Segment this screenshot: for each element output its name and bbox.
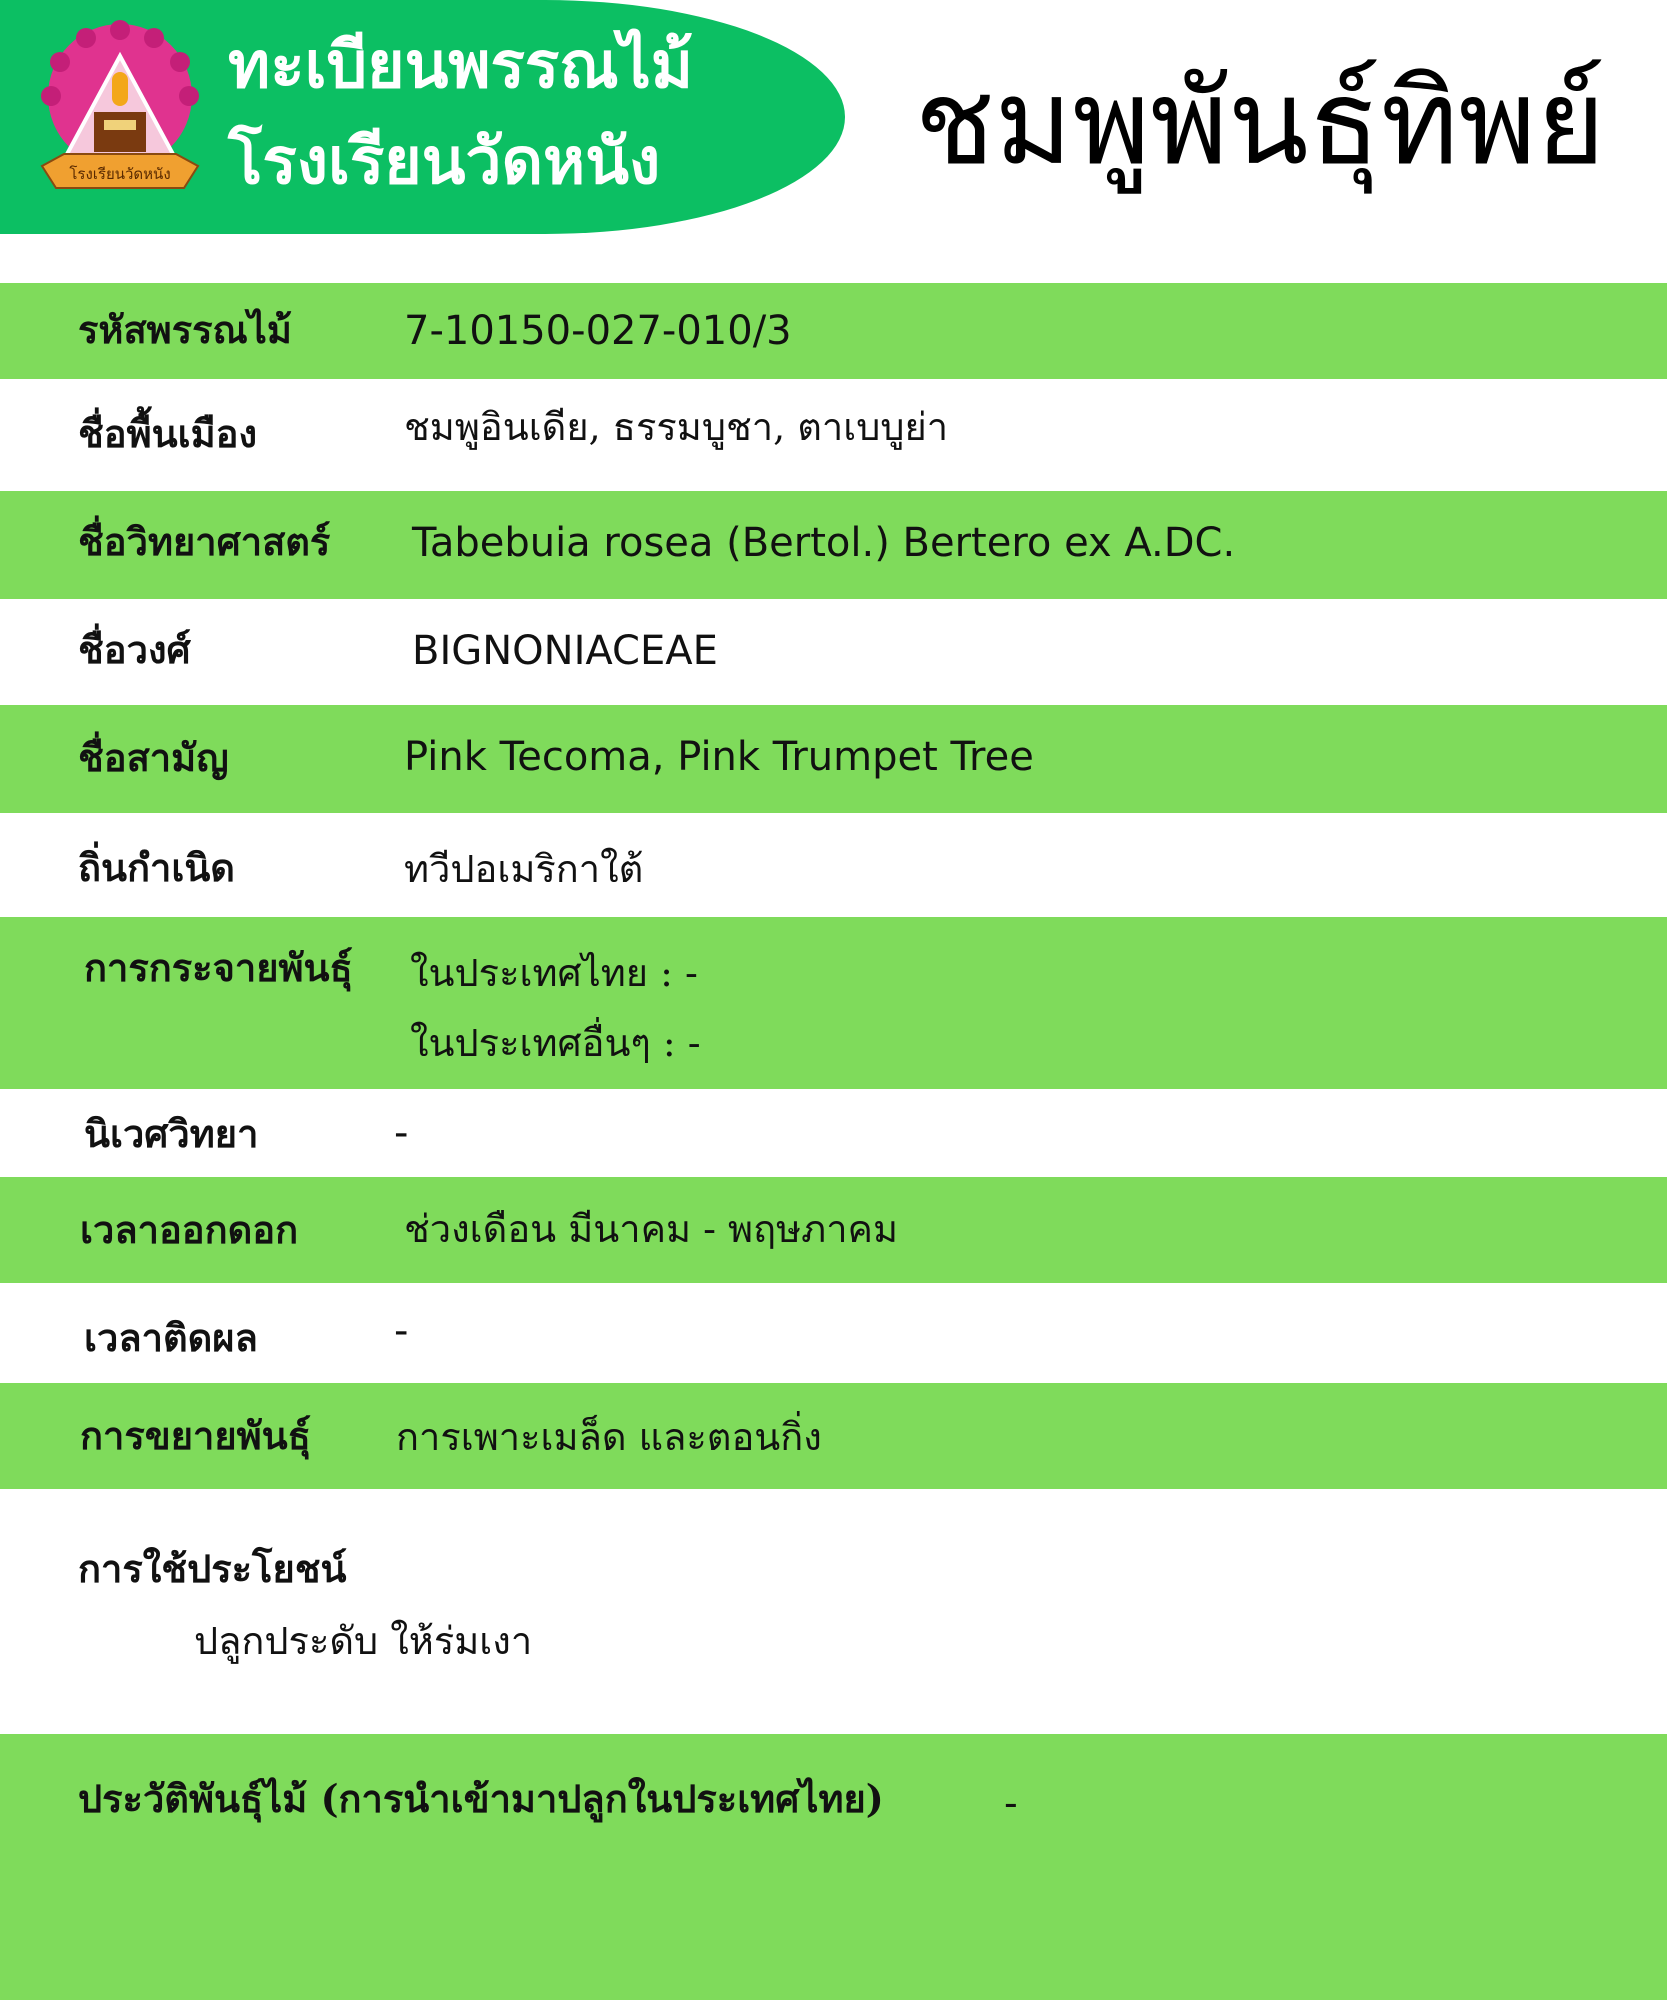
value-family: BIGNONIACEAE	[412, 628, 718, 674]
row-local-name	[0, 379, 1667, 491]
school-banner	[0, 0, 845, 234]
value-origin: ทวีปอเมริกาใต้	[404, 847, 644, 891]
row-scientific-name	[0, 491, 1667, 599]
label-flowering: เวลาออกดอก	[80, 1207, 299, 1252]
row-distribution	[0, 917, 1667, 1089]
label-common-name: ชื่อสามัญ	[78, 735, 229, 780]
plant-name-title: ชมพูพันธุ์ทิพย์	[914, 53, 1606, 191]
value-local-name: ชมพูอินเดีย, ธรรมบูชา, ตาเบบูย่า	[404, 405, 949, 449]
label-history: ประวัติพันธุ์ไม้ (การนำเข้ามาปลูกในประเทศไทย)	[78, 1776, 884, 1821]
value-plant-code: 7-10150-027-010/3	[404, 308, 792, 354]
value-common-name: Pink Tecoma, Pink Trumpet Tree	[404, 734, 1034, 780]
value-distribution-thailand: ในประเทศไทย : -	[410, 951, 698, 995]
value-scientific-name: Tabebuia rosea (Bertol.) Bertero ex A.DC.	[412, 520, 1236, 566]
row-family	[0, 599, 1667, 705]
label-plant-code: รหัสพรรณไม้	[78, 307, 292, 352]
value-propagation: การเพาะเมล็ด และตอนกิ่ง	[396, 1415, 822, 1459]
row-propagation	[0, 1383, 1667, 1489]
school-logo-icon	[34, 16, 206, 208]
value-flowering: ช่วงเดือน มีนาคม - พฤษภาคม	[404, 1207, 899, 1251]
row-plant-code	[0, 283, 1667, 379]
row-common-name	[0, 705, 1667, 813]
banner-title-line1: ทะเบียนพรรณไม้	[228, 29, 693, 103]
label-uses: การใช้ประโยชน์	[78, 1546, 347, 1591]
label-ecology: นิเวศวิทยา	[84, 1111, 259, 1156]
svg-text:โรงเรียนวัดหนัง: โรงเรียนวัดหนัง	[69, 165, 171, 183]
value-ecology: -	[394, 1110, 409, 1156]
header	[0, 0, 1667, 240]
row-fruiting	[0, 1283, 1667, 1383]
value-fruiting: -	[394, 1308, 409, 1354]
row-ecology	[0, 1089, 1667, 1177]
label-fruiting: เวลาติดผล	[84, 1315, 258, 1360]
label-origin: ถิ่นกำเนิด	[78, 845, 235, 890]
value-uses: ปลูกประดับ ให้ร่มเงา	[194, 1619, 533, 1663]
label-propagation: การขยายพันธุ์	[80, 1413, 311, 1458]
value-history: -	[1004, 1781, 1018, 1825]
label-family: ชื่อวงศ์	[78, 627, 191, 672]
label-distribution: การกระจายพันธุ์	[84, 945, 353, 990]
label-local-name: ชื่อพื้นเมือง	[78, 411, 258, 456]
row-origin	[0, 813, 1667, 917]
value-distribution-other: ในประเทศอื่นๆ : -	[410, 1021, 701, 1065]
label-scientific-name: ชื่อวิทยาศาสตร์	[78, 519, 331, 564]
row-flowering	[0, 1177, 1667, 1283]
banner-title-line2: โรงเรียนวัดหนัง	[228, 125, 661, 199]
